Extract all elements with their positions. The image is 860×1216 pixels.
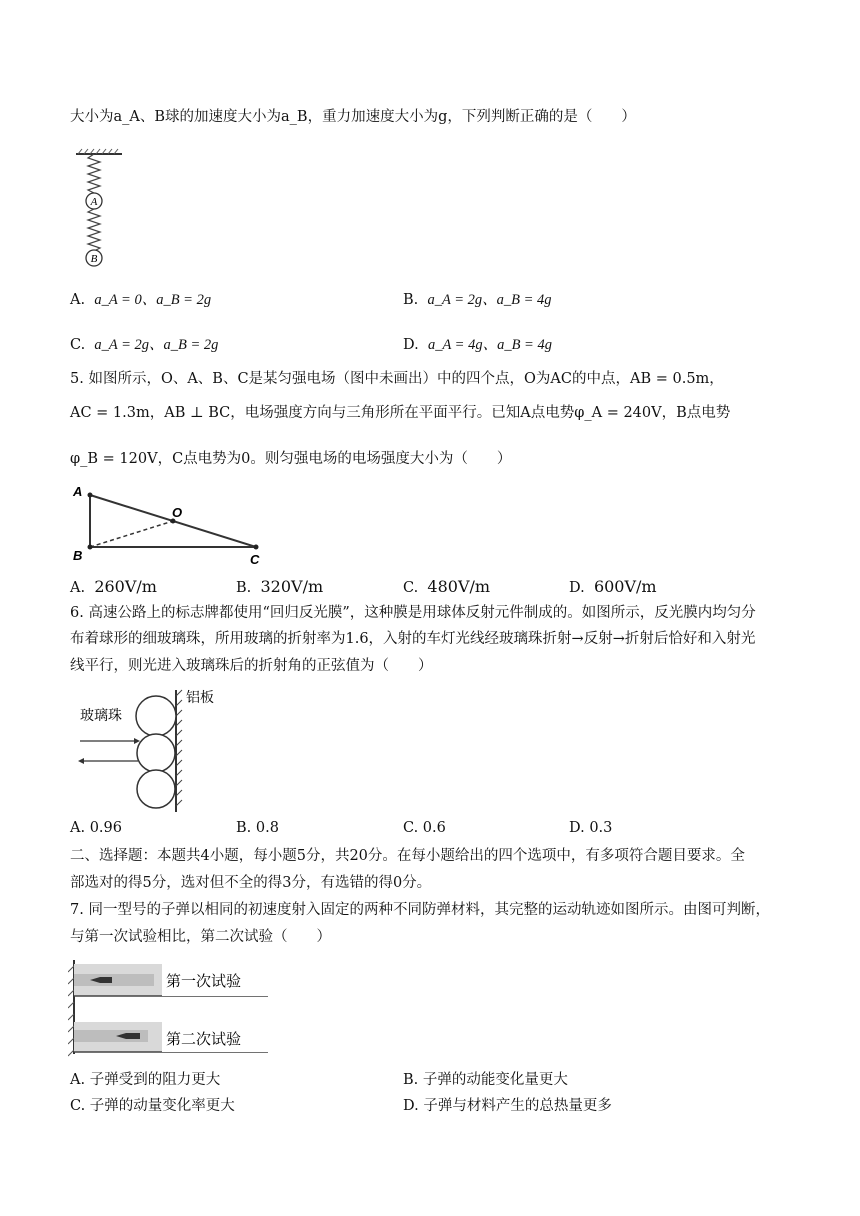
glass-bead-label: 玻璃珠 [80,708,122,724]
q5-option-b[interactable]: B. 320V/m [236,577,324,596]
q5-triangle-figure [68,482,268,567]
point-a-label: A [73,484,83,499]
q7-option-d[interactable]: D. 子弹与材料产生的总热量更多 [403,1098,612,1114]
section2-line2: 部选对的得5分，选对但不全的得3分，有选错的得0分。 [70,875,432,891]
q7-line1: 7. 同一型号的子弹以相同的初速度射入固定的两种不同防弹材料，其完整的运动轨迹如图所示。由图可判断， [70,902,770,918]
trial-two-label: 第二次试验 [166,1030,242,1048]
q6-option-c[interactable]: C. 0.6 [403,820,446,836]
q5-line2: AC = 1.3m，AB ⊥ BC，电场强度方向与三角形所在平面平行。已知A点电势φ_A = 240V，B点电势 [70,405,731,421]
q5-line1: 5. 如图所示，O、A、B、C是某匀强电场（图中未画出）中的四个点，O为AC的中点，AB = 0.5m， [70,371,724,387]
point-c-label: C [250,552,260,567]
q4-option-a[interactable]: A. a_A = 0、a_B = 2g [70,292,212,308]
q6-bead-figure [68,686,228,816]
q6-option-d[interactable]: D. 0.3 [569,820,613,836]
point-o-label: O [172,505,183,520]
point-b-label: B [73,548,83,563]
q7-option-a[interactable]: A. 子弹受到的阻力更大 [70,1072,221,1088]
section2-line1: 二、选择题：本题共4小题，每小题5分，共20分。在每小题给出的四个选项中，有多项符合题目要求。全 [70,848,745,864]
q7-option-c[interactable]: C. 子弹的动量变化率更大 [70,1098,235,1114]
ball-b-label: B [90,253,98,265]
q5-line3: φ_B = 120V，C点电势为0。则匀强电场的电场强度大小为（ ） [70,451,512,467]
q4-stem-tail: 大小为a_A、B球的加速度大小为a_B，重力加速度大小为g，下列判断正确的是（ ） [70,109,636,125]
ball-a-label: A [90,196,98,208]
q4-spring-figure [68,148,138,273]
q5-option-c[interactable]: C. 480V/m [403,577,491,596]
trial-one-label: 第一次试验 [166,972,242,990]
q7-line2: 与第一次试验相比，第二次试验（ ） [70,929,331,945]
q6-option-a[interactable]: A. 0.96 [70,820,122,836]
aluminum-plate-label: 铝板 [186,690,214,706]
q6-line1: 6. 高速公路上的标志牌都使用“回归反光膜”，这种膜是用球体反射元件制成的。如图所示，反光膜内均匀分 [70,605,756,621]
q7-option-b[interactable]: B. 子弹的动能变化量更大 [403,1072,568,1088]
q6-line2: 布着球形的细玻璃珠，所用玻璃的折射率为1.6，入射的车灯光线经玻璃珠折射→反射→折射后恰好和入射光 [70,631,756,647]
q4-option-b[interactable]: B. a_A = 2g、a_B = 4g [403,292,552,308]
q7-bullet-figure [68,958,272,1058]
q5-option-d[interactable]: D. 600V/m [569,577,657,596]
q6-line3: 线平行，则光进入玻璃珠后的折射角的正弦值为（ ） [70,658,433,674]
q6-option-b[interactable]: B. 0.8 [236,820,279,836]
q5-option-a[interactable]: A. 260V/m [70,577,157,596]
q4-option-c[interactable]: C. a_A = 2g、a_B = 2g [70,337,219,353]
q4-option-d[interactable]: D. a_A = 4g、a_B = 4g [403,337,552,353]
